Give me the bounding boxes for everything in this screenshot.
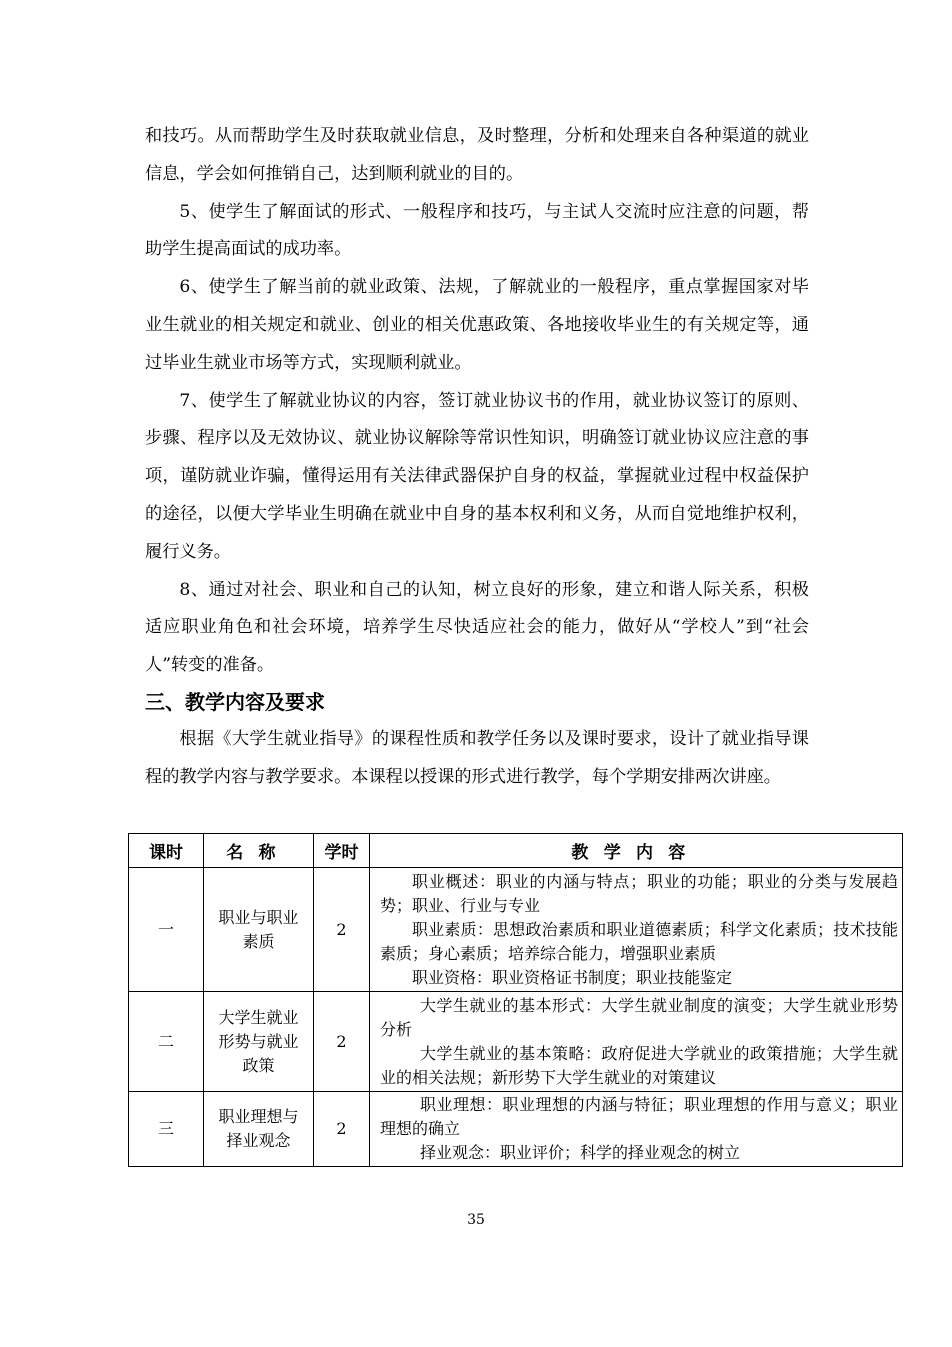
- content-line: 择业观念：职业评价；科学的择业观念的树立: [420, 1143, 741, 1162]
- cell-content: [370, 992, 903, 1092]
- content-line: 大学生就业的基本形式：大学生就业制度的演变；大学生就业形势分析: [380, 995, 898, 1039]
- header-content: 教学内容: [370, 834, 903, 868]
- header-lesson: 课时: [129, 834, 204, 868]
- table-header-row: [129, 834, 903, 868]
- cell-lesson: 三: [129, 1092, 204, 1167]
- table-row: [129, 992, 903, 1092]
- paragraph-objective-6: 6、使学生了解当前的就业政策、法规，了解就业的一般程序，重点掌握国家对毕业生就业的相关规定和就业、创业的相关优惠政策、各地接收毕业生的有关规定等，通过毕业生就业市场等方式，实现顺利就业。: [145, 277, 809, 373]
- cell-name: 大学生就业形势与就业政策: [204, 992, 314, 1092]
- paragraph-continued: 和技巧。从而帮助学生及时获取就业信息，及时整理，分析和处理来自各种渠道的就业信息，学会如何推销自己，达到顺利就业的目的。: [145, 126, 809, 184]
- page-number: 35: [467, 1212, 485, 1228]
- section-heading: 三、教学内容及要求: [145, 690, 325, 714]
- cell-lesson: 二: [129, 992, 204, 1092]
- content-line: 职业理想：职业理想的内涵与特征；职业理想的作用与意义；职业理想的确立: [380, 1095, 898, 1138]
- content-line: 职业素质：思想政治素质和职业道德素质；科学文化素质；技术技能素质；身心素质；培养综合能力，增强职业素质: [380, 919, 898, 963]
- table-row: [129, 868, 903, 992]
- cell-lesson: 一: [129, 868, 204, 992]
- content-line: 职业资格：职业资格证书制度；职业技能鉴定: [412, 967, 733, 987]
- cell-content: [370, 1092, 903, 1167]
- section-intro: 根据《大学生就业指导》的课程性质和教学任务以及课时要求，设计了就业指导课程的教学内容与教学要求。本课程以授课的形式进行教学，每个学期安排两次讲座。: [145, 729, 809, 787]
- cell-hours: 2: [314, 1092, 370, 1167]
- cell-content: [370, 868, 903, 992]
- body-text: [145, 118, 809, 685]
- content-line: 职业概述：职业的内涵与特点；职业的功能；职业的分类与发展趋势；职业、行业与专业: [380, 871, 898, 915]
- cell-hours: 2: [314, 992, 370, 1092]
- paragraph-objective-5: 5、使学生了解面试的形式、一般程序和技巧，与主试人交流时应注意的问题，帮助学生提高面试的成功率。: [145, 201, 809, 260]
- cell-name: 职业与职业素质: [204, 868, 314, 992]
- table-row: [129, 1092, 903, 1167]
- paragraph-objective-7: 7、使学生了解就业协议的内容，签订就业协议书的作用，就业协议签订的原则、步骤、程序以及无效协议、就业协议解除等常识性知识，明确签订就业协议应注意的事项，谨防就业诈骗，懂得运用有关法律武器保护自身的权益，掌握就业过程中权益保护的途径，以便大学毕业生明确在就业中自身的基本权利和义务，从而自觉地维护权利，履行义务。: [145, 390, 809, 562]
- cell-hours: 2: [314, 868, 370, 992]
- teaching-content-table: [128, 833, 903, 1167]
- content-line: 大学生就业的基本策略：政府促进大学就业的政策措施；大学生就业的相关法规；新形势下大学生就业的对策建议: [380, 1043, 898, 1087]
- cell-name: 职业理想与择业观念: [204, 1092, 314, 1167]
- header-name: 名称: [204, 834, 314, 868]
- header-hours: 学时: [314, 834, 370, 868]
- paragraph-objective-8: 8、通过对社会、职业和自己的认知，树立良好的形象，建立和谐人际关系，积极适应职业角色和社会环境，培养学生尽快适应社会的能力，做好从“学校人”到“社会人”转变的准备。: [145, 579, 809, 676]
